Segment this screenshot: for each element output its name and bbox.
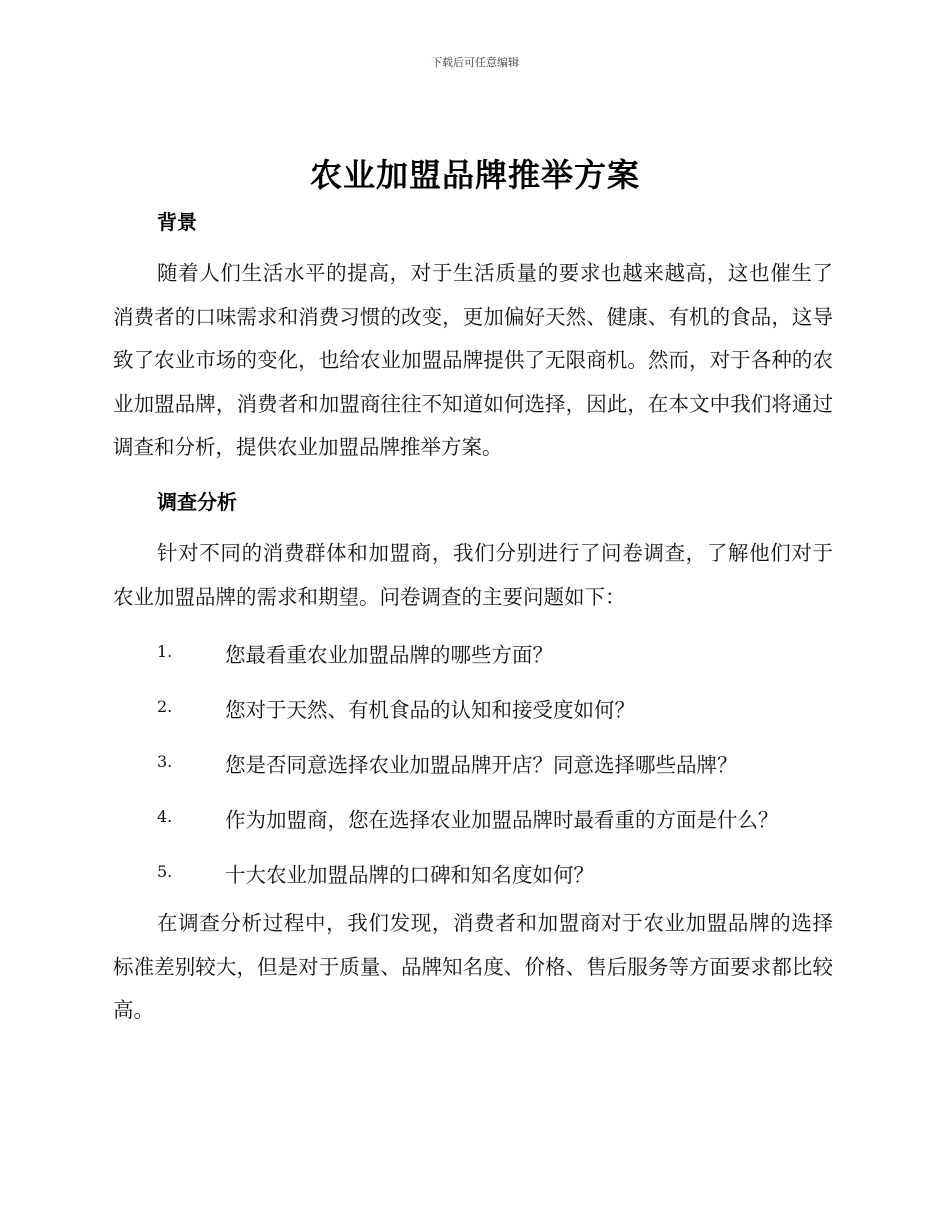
list-item (0, 740, 950, 795)
question-list (0, 630, 950, 905)
list-number: 5. (157, 862, 173, 881)
list-text: 您对于天然、有机食品的认知和接受度如何？ (225, 698, 635, 722)
section-heading-background: 背景 (157, 210, 197, 234)
list-number: 2. (157, 697, 173, 716)
list-item (0, 630, 950, 685)
header-note: 下载后可任意编辑 (431, 56, 519, 69)
list-item (0, 795, 950, 850)
document-title: 农业加盟品牌推举方案 (309, 156, 640, 194)
list-number: 1. (157, 642, 173, 661)
background-paragraph: 随着人们生活水平的提高，对于生活质量的要求也越来越高，这也催生了消费者的口味需求和消费习惯的改变，更加偏好天然、健康、有机的食品，这导致了农业市场的变化，也给农业加盟品牌提供了无限商机。然而，对于各种的农业加盟品牌，消费者和加盟商往往不知道如何选择，因此，在本文中我们将通过调查和分析，提供农业加盟品牌推举方案。 (113, 261, 833, 459)
conclusion-paragraph: 在调查分析过程中，我们发现，消费者和加盟商对于农业加盟品牌的选择标准差别较大，但是对于质量、品牌知名度、价格、售后服务等方面要求都比较高。 (113, 911, 833, 1022)
list-text: 您最看重农业加盟品牌的哪些方面？ (225, 643, 553, 667)
list-item (0, 685, 950, 740)
list-text: 您是否同意选择农业加盟品牌开店？同意选择哪些品牌？ (225, 753, 738, 777)
list-text: 十大农业加盟品牌的口碑和知名度如何？ (225, 863, 594, 887)
section-heading-survey: 调查分析 (157, 490, 237, 514)
list-text: 作为加盟商，您在选择农业加盟品牌时最看重的方面是什么？ (225, 808, 779, 832)
list-number: 3. (157, 752, 173, 771)
list-item (0, 850, 950, 905)
list-number: 4. (157, 807, 173, 826)
survey-paragraph: 针对不同的消费群体和加盟商，我们分别进行了问卷调查，了解他们对于农业加盟品牌的需求和期望。问卷调查的主要问题如下： (113, 541, 833, 609)
